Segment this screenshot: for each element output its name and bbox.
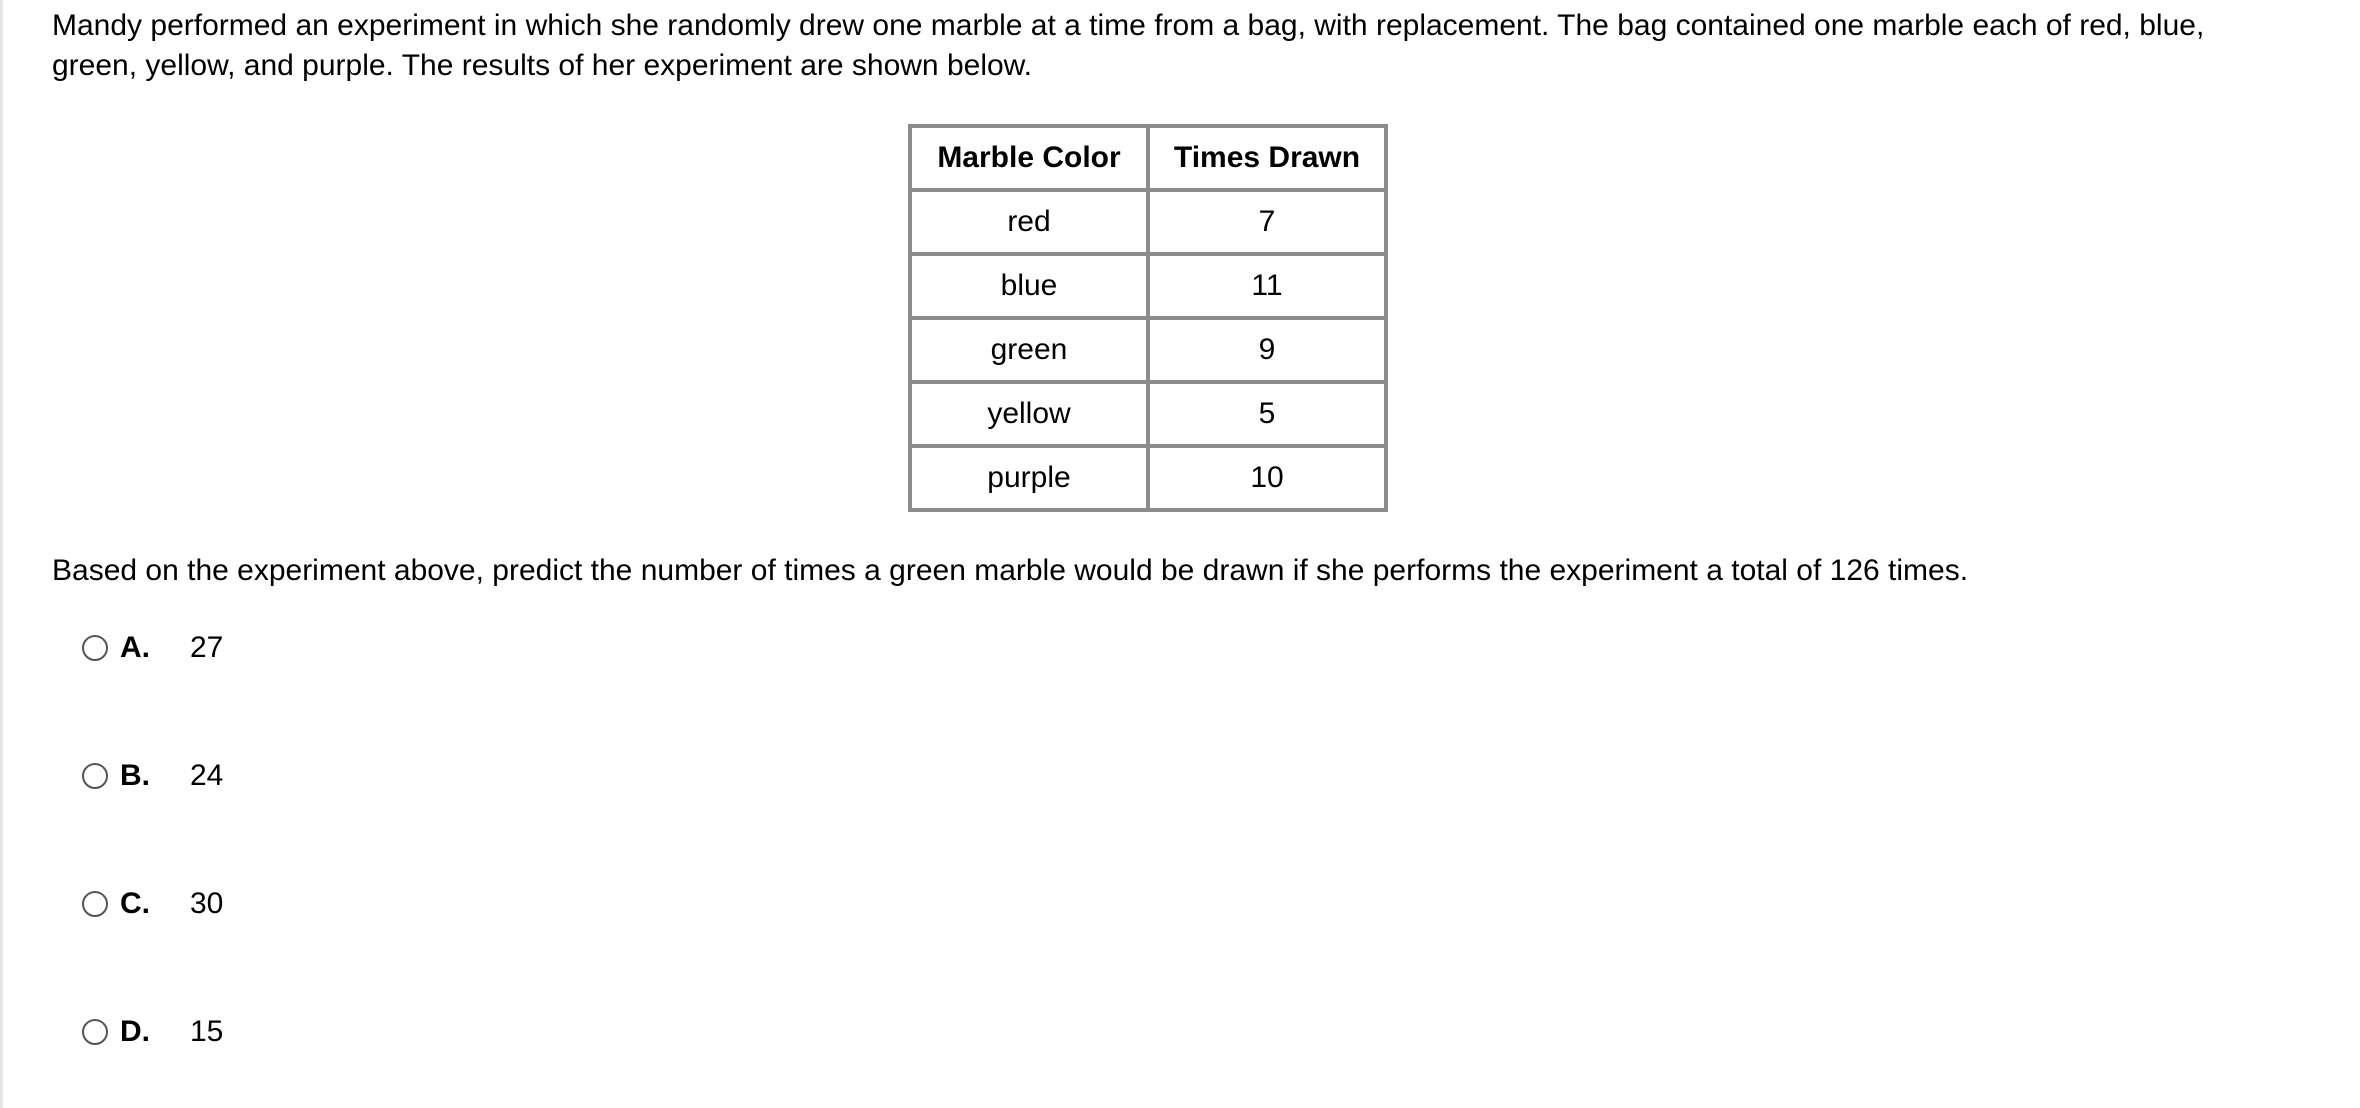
cell-times: 10 xyxy=(1148,446,1386,510)
question-content xyxy=(52,0,2312,1048)
cell-color: purple xyxy=(910,446,1148,510)
choice-value-a: 27 xyxy=(190,631,224,664)
choice-letter-a: A. xyxy=(120,631,150,664)
table-row xyxy=(910,254,1386,318)
left-border xyxy=(0,0,3,1108)
cell-color: green xyxy=(910,318,1148,382)
question-prompt: Based on the experiment above, predict the number of times a green marble would be drawn if she performs the experiment a total of 126 times. xyxy=(52,554,1969,587)
cell-color: yellow xyxy=(910,382,1148,446)
results-table xyxy=(908,124,1388,512)
header-marble-color: Marble Color xyxy=(910,126,1148,190)
table-header-row xyxy=(910,126,1386,190)
choice-letter-b: B. xyxy=(120,759,150,792)
choice-a[interactable] xyxy=(82,628,223,668)
header-times-drawn: Times Drawn xyxy=(1148,126,1386,190)
table-row xyxy=(910,190,1386,254)
table-row xyxy=(910,446,1386,510)
choice-b[interactable] xyxy=(82,756,223,796)
table-row xyxy=(910,318,1386,382)
radio-button-d[interactable] xyxy=(82,1019,108,1045)
cell-color: red xyxy=(910,190,1148,254)
choice-d[interactable] xyxy=(82,1012,223,1052)
question-intro: Mandy performed an experiment in which she randomly drew one marble at a time from a bag, with replacement. The bag contained one marble each of red, blue, green, yellow, and purple. The results of her experiment are shown below. xyxy=(52,9,2205,82)
radio-button-a[interactable] xyxy=(82,635,108,661)
cell-times: 7 xyxy=(1148,190,1386,254)
choice-value-d: 15 xyxy=(190,1015,224,1048)
choice-value-b: 24 xyxy=(190,759,224,792)
cell-times: 11 xyxy=(1148,254,1386,318)
choice-value-c: 30 xyxy=(190,887,224,920)
cell-times: 5 xyxy=(1148,382,1386,446)
radio-button-c[interactable] xyxy=(82,891,108,917)
cell-color: blue xyxy=(910,254,1148,318)
table-row xyxy=(910,382,1386,446)
choice-c[interactable] xyxy=(82,884,223,924)
cell-times: 9 xyxy=(1148,318,1386,382)
choice-letter-d: D. xyxy=(120,1015,150,1048)
results-table-container xyxy=(908,124,1388,512)
choice-letter-c: C. xyxy=(120,887,150,920)
radio-button-b[interactable] xyxy=(82,763,108,789)
